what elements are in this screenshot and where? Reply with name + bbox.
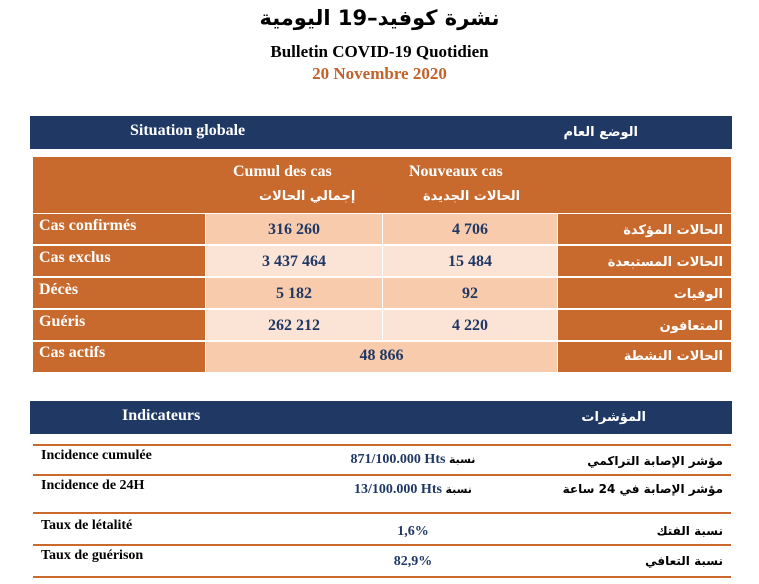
indicator-cumulative-value-ar: نسبة xyxy=(448,453,476,466)
indicator-lethality-ar: نسبة الفتك xyxy=(656,524,723,538)
indicator-recovery-ar: نسبة التعافي xyxy=(645,554,723,568)
indicator-cumulative-value-wrap xyxy=(233,452,593,468)
row-recovered-new: 4 220 xyxy=(383,310,557,340)
indicator-row-cumulative xyxy=(33,446,731,476)
indicator-cumulative-ar: مؤشر الإصابة التراكمي xyxy=(587,454,723,468)
indicator-row-recovery xyxy=(33,546,731,576)
row-deaths-new: 92 xyxy=(383,278,557,308)
row-excluded-new: 15 484 xyxy=(383,246,557,276)
row-recovered-label-ar: المتعافون xyxy=(558,310,731,340)
col-new-fr: Nouveaux cas xyxy=(409,163,503,180)
indicator-row-lethality xyxy=(33,514,731,544)
indicator-lethality-value: 1,6% xyxy=(397,524,429,539)
row-confirmed-cumul: 316 260 xyxy=(206,214,382,244)
indicator-recovery-value: 82,9% xyxy=(393,554,433,569)
row-excluded-label-ar: الحالات المستبعدة xyxy=(558,246,731,276)
indicator-24h-value: 13/100.000 Hts xyxy=(354,482,442,497)
situation-bar-ar: الوضع العام xyxy=(563,125,638,140)
situation-header xyxy=(33,157,731,213)
indicator-24h-ar: مؤشر الإصابة في 24 ساعة xyxy=(562,482,723,496)
title-arabic: نشرة كوفيد–19 اليومية xyxy=(259,6,500,30)
row-confirmed-label-fr: Cas confirmés xyxy=(33,214,205,244)
bulletin-date: 20 Novembre 2020 xyxy=(312,64,447,83)
row-active-label-ar: الحالات النشطة xyxy=(558,342,731,372)
col-new-ar: الحالات الجديدة xyxy=(423,189,521,204)
indicator-lethality-fr: Taux de létalité xyxy=(41,518,133,533)
indicator-24h-value-wrap xyxy=(233,482,593,498)
row-deaths-cumul: 5 182 xyxy=(206,278,382,308)
indicators-bar xyxy=(30,401,732,434)
row-recovered-cumul: 262 212 xyxy=(206,310,382,340)
title-french: Bulletin COVID-19 Quotidien xyxy=(270,42,489,61)
indicator-cumulative-fr: Incidence cumulée xyxy=(41,448,152,463)
indicator-row-24h xyxy=(33,476,731,506)
row-deaths-label-ar: الوفيات xyxy=(558,278,731,308)
row-recovered-label-fr: Guéris xyxy=(33,310,205,340)
indicator-24h-value-ar: نسبة xyxy=(445,483,472,496)
indicator-separator xyxy=(33,576,731,578)
situation-bar xyxy=(30,116,732,149)
indicator-cumulative-value: 871/100.000 Hts xyxy=(350,452,446,467)
row-excluded-cumul: 3 437 464 xyxy=(206,246,382,276)
row-excluded-label-fr: Cas exclus xyxy=(33,246,205,276)
col-cumul-ar: إجمالي الحالات xyxy=(259,189,356,204)
row-active-label-fr: Cas actifs xyxy=(33,342,205,372)
indicator-recovery-fr: Taux de guérison xyxy=(41,548,144,563)
row-confirmed-label-ar: الحالات المؤكدة xyxy=(558,214,731,244)
row-deaths-label-fr: Décès xyxy=(33,278,205,308)
indicators-bar-ar: المؤشرات xyxy=(581,410,646,425)
row-active-value: 48 866 xyxy=(206,342,557,372)
indicator-24h-fr: Incidence de 24H xyxy=(41,478,145,493)
col-cumul-fr: Cumul des cas xyxy=(233,163,332,180)
situation-bar-fr: Situation globale xyxy=(130,122,246,139)
indicators-bar-fr: Indicateurs xyxy=(122,407,201,424)
row-confirmed-new: 4 706 xyxy=(383,214,557,244)
